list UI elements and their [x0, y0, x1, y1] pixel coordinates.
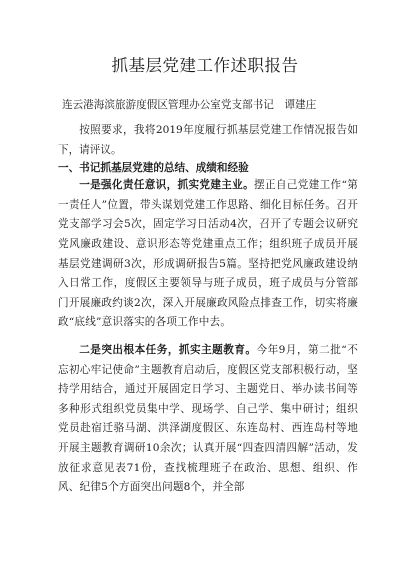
paragraph-1-lead: 一是强化责任意识，抓实党建主业。 [79, 179, 255, 192]
paragraph-2-text: 今年9月，第二批“不忘初心牢记使命”主题教育启动后，度假区党支部积极行动，坚持学用结合，通过开展固定日学习、主题党日、举办读书间等多种形式组织党员集中学、现场学、自己学、集中研讨；组织党员赴宿迁骆马湖、洪泽湖度假区、东连岛村、西连岛村等地开展主题教育调研10余次；认真开展“四查四清四解”活动，发放征求意见表71份，查找梳理班子在政治、思想、组织、作风、纪律5个方面突出问题8个，并全部 [58, 343, 358, 494]
author-line: 连云港海滨旅游度假区管理办公室党支部书记 谭建庄 [62, 99, 317, 111]
paragraph-1-text: 摆正自己党建工作“第一责任人”位置，带头谋划党建工作思路、细化目标任务。召开党支部学习会5次，固定学习日活动4次，召开了专题会议研究党风廉政建设、意识形态等党建重点工作；组织班子成员开展基层党建调研3次，形成调研报告5篇。坚持把党风廉政建设纳入日常工作，度假区主要领导与班子成员，班子成员与分管部门开展廉政约谈2次，深入开展廉政风险点排查工作，切实将廉政“底线”意识落实的各项工作中去。 [58, 179, 358, 329]
section-heading: 一、书记抓基层党建的总结、成绩和经验 [58, 162, 249, 175]
report-body [58, 121, 358, 498]
paragraph-1 [58, 176, 358, 333]
paragraph-2-lead: 二是突出根本任务，抓实主题教育。 [79, 343, 257, 356]
intro-paragraph: 按照要求，我将2019年度履行抓基层党建工作情况报告如下，请评议。 [58, 124, 358, 156]
paragraph-2 [58, 341, 358, 498]
report-title: 抓基层党建工作述职报告 [111, 56, 299, 75]
